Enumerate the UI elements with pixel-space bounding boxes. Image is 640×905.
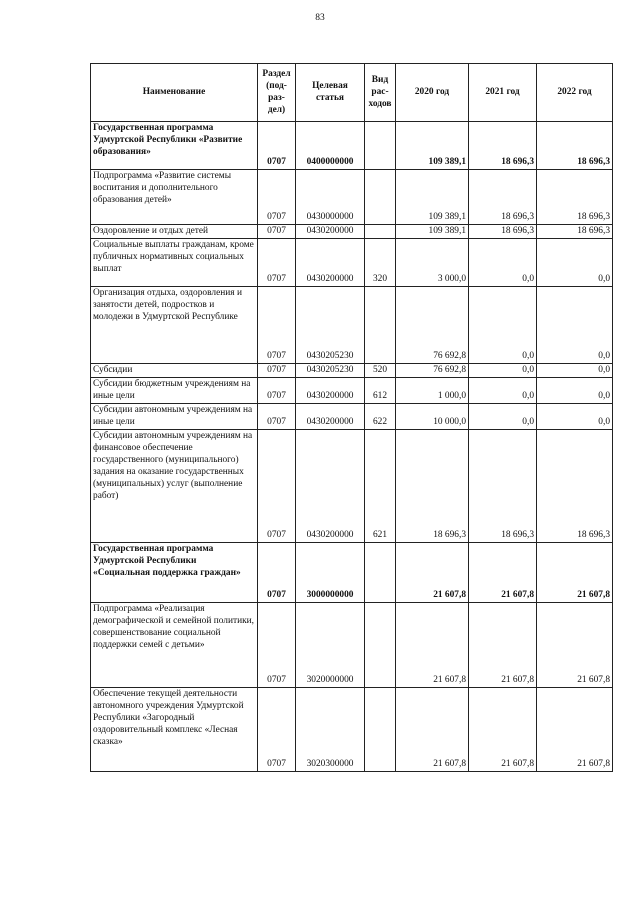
row-razdel: 0707 [258,225,296,239]
row-target: 0430205230 [296,287,365,364]
header-name: Наименование [91,64,258,122]
row-2021: 18 696,3 [469,170,537,225]
row-name: Оздоровление и отдых детей [91,225,258,239]
table-row [91,287,613,364]
row-2022: 18 696,3 [537,170,613,225]
row-name: Организация отдыха, оздоровления и занятости детей, подростков и молодежи в Удмуртской Республике [91,287,258,364]
table-row [91,170,613,225]
table-row [91,239,613,287]
row-target: 0430200000 [296,239,365,287]
row-razdel: 0707 [258,430,296,543]
table-body [91,122,613,772]
row-vid: 621 [365,430,396,543]
row-2020: 3 000,0 [396,239,469,287]
row-2021: 21 607,8 [469,688,537,772]
row-target: 0430200000 [296,404,365,430]
table-row [91,603,613,688]
table-row [91,225,613,239]
row-2021: 0,0 [469,404,537,430]
row-vid: 612 [365,378,396,404]
row-vid [365,122,396,170]
row-2020: 10 000,0 [396,404,469,430]
table-row [91,688,613,772]
row-razdel: 0707 [258,688,296,772]
row-target: 3020000000 [296,603,365,688]
table-row [91,364,613,378]
row-2022: 21 607,8 [537,603,613,688]
row-razdel: 0707 [258,404,296,430]
row-name: Субсидии [91,364,258,378]
row-2021: 18 696,3 [469,225,537,239]
row-2021: 21 607,8 [469,543,537,603]
row-target: 0430205230 [296,364,365,378]
row-razdel: 0707 [258,122,296,170]
row-target: 3020300000 [296,688,365,772]
row-2021: 0,0 [469,378,537,404]
row-vid: 320 [365,239,396,287]
row-vid [365,225,396,239]
row-razdel: 0707 [258,170,296,225]
table-row [91,404,613,430]
header-2022: 2022 год [537,64,613,122]
row-2020: 18 696,3 [396,430,469,543]
table-row [91,122,613,170]
row-2021: 18 696,3 [469,430,537,543]
row-name: Подпрограмма «Реализация демографической и семейной политики, совершенствование социальной поддержки семей с детьми» [91,603,258,688]
row-vid [365,543,396,603]
row-name: Государственная программа Удмуртской Республики «Развитие образования» [91,122,258,170]
row-vid [365,688,396,772]
row-2021: 0,0 [469,364,537,378]
row-2022: 0,0 [537,239,613,287]
row-2022: 21 607,8 [537,688,613,772]
row-2020: 76 692,8 [396,287,469,364]
row-2022: 0,0 [537,404,613,430]
row-2021: 0,0 [469,239,537,287]
row-2022: 18 696,3 [537,430,613,543]
row-target: 0430200000 [296,378,365,404]
row-name: Подпрограмма «Развитие системы воспитания и дополнительного образования детей» [91,170,258,225]
row-2022: 0,0 [537,378,613,404]
row-razdel: 0707 [258,603,296,688]
row-2022: 18 696,3 [537,122,613,170]
row-2020: 21 607,8 [396,603,469,688]
header-razdel: Раздел (под-раз-дел) [258,64,296,122]
row-vid [365,170,396,225]
header-2020: 2020 год [396,64,469,122]
row-2022: 21 607,8 [537,543,613,603]
table-row [91,543,613,603]
row-2020: 109 389,1 [396,170,469,225]
row-target: 0400000000 [296,122,365,170]
row-2020: 1 000,0 [396,378,469,404]
page-number: 83 [315,13,325,23]
row-2021: 0,0 [469,287,537,364]
row-razdel: 0707 [258,239,296,287]
row-2022: 0,0 [537,364,613,378]
row-2020: 76 692,8 [396,364,469,378]
row-name: Государственная программа Удмуртской Республики «Социальная поддержка граждан» [91,543,258,603]
table-row [91,430,613,543]
row-2021: 21 607,8 [469,603,537,688]
row-razdel: 0707 [258,543,296,603]
row-name: Субсидии автономным учреждениям на иные цели [91,404,258,430]
row-vid [365,603,396,688]
header-vid: Вид рас-ходов [365,64,396,122]
row-name: Субсидии бюджетным учреждениям на иные цели [91,378,258,404]
row-2020: 21 607,8 [396,688,469,772]
row-2022: 18 696,3 [537,225,613,239]
row-vid: 622 [365,404,396,430]
row-vid [365,287,396,364]
row-2021: 18 696,3 [469,122,537,170]
row-2022: 0,0 [537,287,613,364]
row-razdel: 0707 [258,378,296,404]
row-2020: 109 389,1 [396,122,469,170]
row-target: 0430200000 [296,430,365,543]
row-name: Обеспечение текущей деятельности автономного учреждения Удмуртской Республики «Загородный оздоровительный комплекс «Лесная сказка» [91,688,258,772]
budget-table [90,63,613,772]
row-razdel: 0707 [258,287,296,364]
row-target: 0430000000 [296,170,365,225]
row-target: 0430200000 [296,225,365,239]
header-row [91,64,613,122]
row-vid: 520 [365,364,396,378]
row-name: Субсидии автономным учреждениям на финансовое обеспечение государственного (муниципального) задания на оказание государственных (муниципальных) услуг (выполнение работ) [91,430,258,543]
row-target: 3000000000 [296,543,365,603]
row-2020: 109 389,1 [396,225,469,239]
row-name: Социальные выплаты гражданам, кроме публичных нормативных социальных выплат [91,239,258,287]
row-razdel: 0707 [258,364,296,378]
row-2020: 21 607,8 [396,543,469,603]
header-2021: 2021 год [469,64,537,122]
header-target: Целевая статья [296,64,365,122]
table-row [91,378,613,404]
